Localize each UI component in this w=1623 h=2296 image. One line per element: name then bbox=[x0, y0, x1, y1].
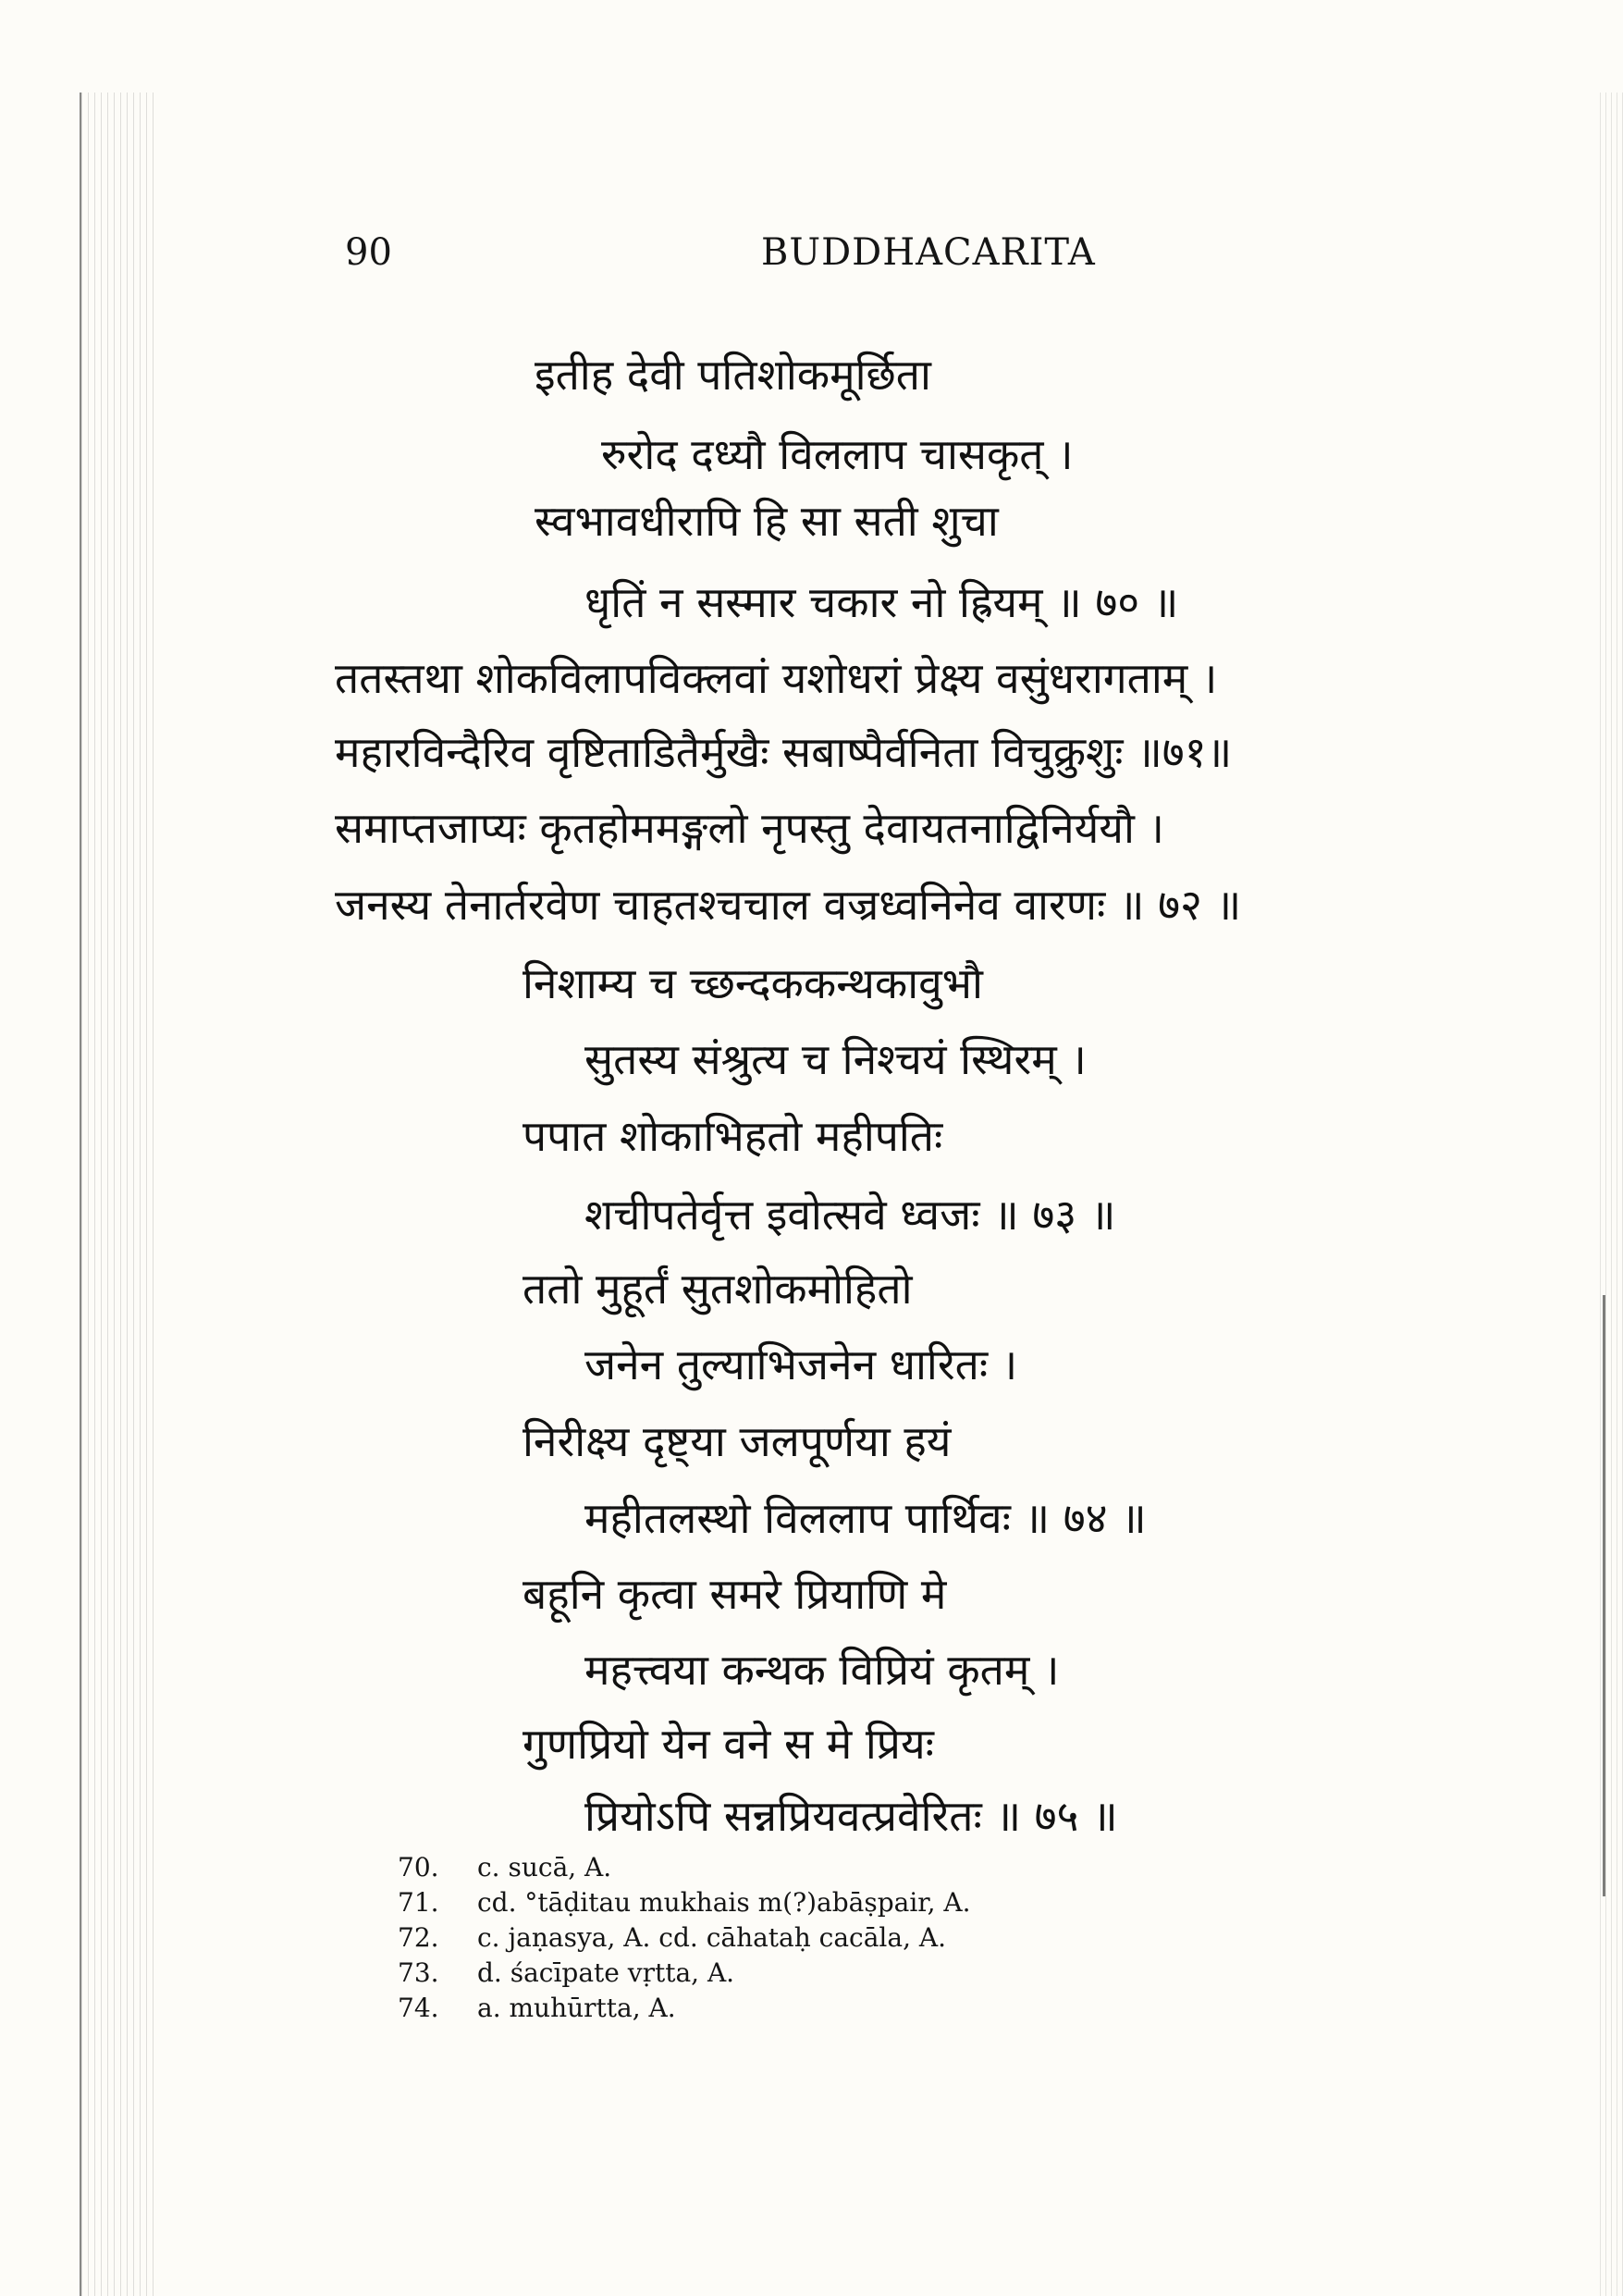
verse-line: गुणप्रियो येन वने स मे प्रियः bbox=[523, 1719, 934, 1769]
verse-line: जनस्य तेनार्तरवेण चाहतश्चचाल वज्रध्वनिनेव वारणः ॥ ७२ ॥ bbox=[335, 880, 1242, 930]
footnote-number: 74. bbox=[398, 1993, 439, 2023]
verse-line: समाप्तजाप्यः कृतहोममङ्गलो नृपस्तु देवायतनाद्विनिर्ययौ । bbox=[335, 803, 1164, 853]
verse-line: ततो मुहूर्तं सुतशोकमोहितो bbox=[523, 1264, 913, 1314]
footnote bbox=[398, 1956, 971, 1991]
verse-line: प्रियोऽपि सन्नप्रियवत्प्रवेरितः ॥ ७५ ॥ bbox=[584, 1791, 1118, 1841]
footnote bbox=[398, 1920, 971, 1956]
verse-line: निशाम्य च च्छन्दककन्थकावुभौ bbox=[523, 958, 983, 1008]
verse-line: इतीह देवी पतिशोकमूर्छिता bbox=[535, 350, 931, 400]
footnote bbox=[398, 1991, 971, 2026]
footnote-text: c. sucā, A. bbox=[477, 1852, 612, 1882]
verse-line: रुरोद दध्यौ विललाप चासकृत् । bbox=[601, 429, 1074, 479]
verse-line: पपात शोकाभिहतो महीपतिः bbox=[523, 1111, 943, 1161]
binding-gutter-right bbox=[1595, 93, 1623, 2296]
footnote-text: a. muhūrtta, A. bbox=[477, 1993, 676, 2023]
verse-line: बहूनि कृत्वा समरे प्रियाणि मे bbox=[523, 1569, 947, 1619]
footnote bbox=[398, 1885, 971, 1920]
page-number: 90 bbox=[345, 231, 392, 274]
verse-line: सुतस्य संश्रुत्य च निश्चयं स्थिरम् । bbox=[584, 1034, 1087, 1084]
verse-line: निरीक्ष्य दृष्ट्या जलपूर्णया हयं bbox=[523, 1416, 952, 1466]
footnote-number: 73. bbox=[398, 1957, 439, 1988]
running-head: BUDDHACARITA bbox=[761, 231, 1096, 274]
verse-line: स्वभावधीरापि हि सा सती शुचा bbox=[535, 496, 999, 546]
verse-line: महीतलस्थो विललाप पार्थिवः ॥ ७४ ॥ bbox=[584, 1493, 1147, 1543]
footnote-number: 70. bbox=[398, 1852, 439, 1882]
footnote bbox=[398, 1850, 971, 1885]
verse-line: धृतिं न सस्मार चकार नो ह्रियम् ॥ ७० ॥ bbox=[584, 577, 1179, 627]
verse-line: जनेन तुल्याभिजनेन धारितः । bbox=[584, 1339, 1018, 1389]
footnote-number: 72. bbox=[398, 1922, 439, 1953]
binding-gutter-left bbox=[76, 93, 159, 2296]
footnote-text: cd. °tāḍitau mukhais m(?)abāṣpair, A. bbox=[477, 1887, 971, 1918]
footnote-number: 71. bbox=[398, 1887, 439, 1918]
verse-line: ततस्तथा शोकविलापविक्लवां यशोधरां प्रेक्ष्य वसुंधरागताम् । bbox=[335, 653, 1218, 703]
footnote-text: d. śacīpate vṛtta, A. bbox=[477, 1957, 735, 1988]
verse-line: महारविन्दैरिव वृष्टिताडितैर्मुखैः सबाष्पैर्वनिता विचुक्रुशुः ॥७१॥ bbox=[335, 727, 1233, 777]
footnotes bbox=[398, 1850, 971, 2026]
verse-line: शचीपतेर्वृत्त इवोत्सवे ध्वजः ॥ ७३ ॥ bbox=[584, 1190, 1116, 1240]
footnote-text: c. jaṇasya, A. cd. cāhataḥ cacāla, A. bbox=[477, 1922, 946, 1953]
verse-line: महत्त्वया कन्थक विप्रियं कृतम् । bbox=[584, 1645, 1060, 1695]
